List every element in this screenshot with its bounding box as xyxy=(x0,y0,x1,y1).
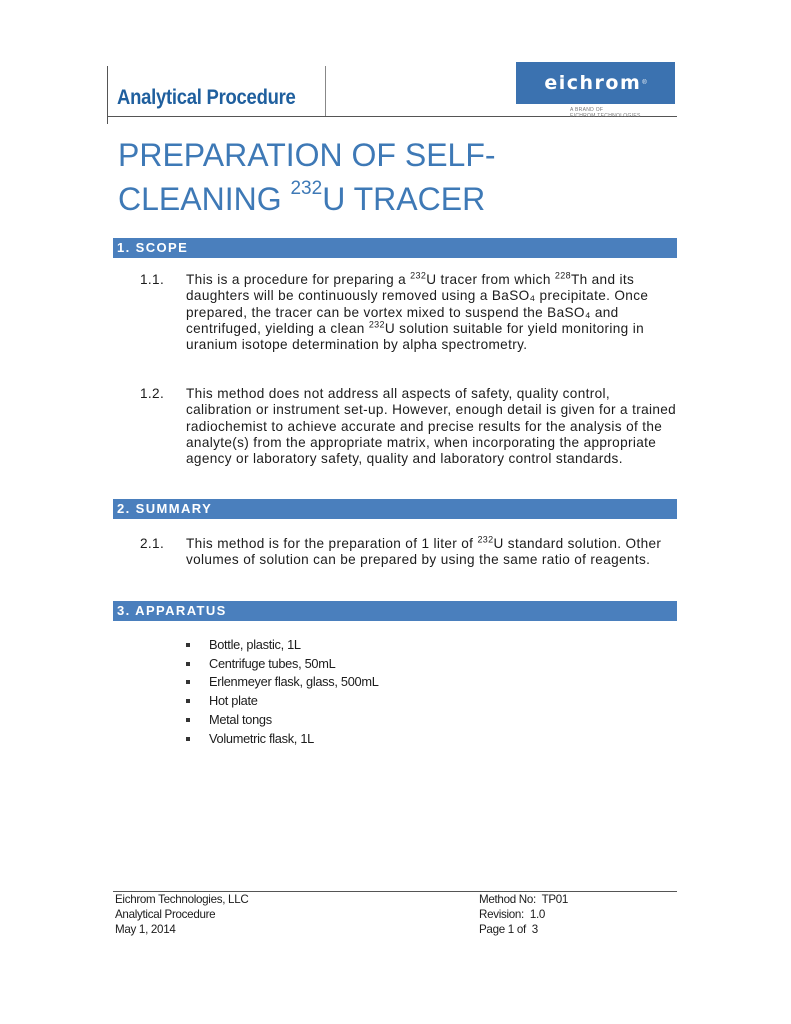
footer-method-no: Method No: TP01 xyxy=(479,893,569,906)
logo-registered-mark: ® xyxy=(642,80,647,86)
paragraph-text: This method is for the preparation of 1 liter of $^{232}$U standard solution. Other volumes of solution can be prepared by using the same ratio of reagents. xyxy=(186,534,662,568)
list-item: Volumetric flask, 1L xyxy=(184,730,379,749)
footer-date: May 1, 2014 xyxy=(115,922,176,936)
bullet-square-icon xyxy=(186,662,190,666)
paragraph-number: 1.1. xyxy=(140,272,165,287)
list-item: Hot plate xyxy=(184,692,379,711)
bullet-square-icon xyxy=(186,718,190,722)
paragraph-1-2 xyxy=(140,386,676,486)
paragraph-1-1 xyxy=(140,272,676,372)
list-item: Erlenmeyer flask, glass, 500mL xyxy=(184,673,379,692)
bullet-square-icon xyxy=(186,680,190,684)
paragraph-text: This method does not address all aspects of safety, quality control, calibration or instrument set-up. However, enough detail is given for a trained radiochemist to achieve accurate and precise results for the analysis of the analyte(s) from the appropriate matrix, when incorporating the appropriate agency or laboratory safety, quality and laboratory control standards. xyxy=(186,386,677,467)
bullet-square-icon xyxy=(186,737,190,741)
footer-right xyxy=(479,893,568,937)
footer-left xyxy=(115,893,248,937)
list-item: Metal tongs xyxy=(184,711,379,730)
footer-company: Eichrom Technologies, LLC xyxy=(115,893,249,906)
paragraph-text: This is a procedure for preparing a $^{232}$U tracer from which $^{228}$Th and its daughters will be continuously removed using a BaSO₄ precipitate. Once prepared, the tracer can be vortex mixed to suspend the BaSO₄ and centrifuged, yielding a clean $^{232}$U solution suitable for yield monitoring in uranium isotope determination by alpha spectrometry. xyxy=(186,270,649,353)
paragraph-number: 1.2. xyxy=(140,386,165,401)
footer-rule xyxy=(113,891,677,892)
footer-page-number: Page 1 of 3 xyxy=(479,922,538,936)
eichrom-logo xyxy=(516,62,675,104)
brand-tagline-2: EICHROM TECHNOLOGIES xyxy=(570,113,641,119)
brand-tagline-1: A BRAND OF xyxy=(570,107,604,113)
section-heading-scope: 1. SCOPE xyxy=(113,238,677,258)
header-divider xyxy=(325,66,326,116)
title-line-2: CLEANING $^{232}$U TRACER xyxy=(118,178,486,217)
apparatus-list xyxy=(184,636,379,748)
bullet-square-icon xyxy=(186,699,190,703)
list-item: Bottle, plastic, 1L xyxy=(184,636,379,655)
title-line-1: PREPARATION OF SELF- xyxy=(118,137,496,173)
bullet-square-icon xyxy=(186,643,190,647)
footer-doc-type: Analytical Procedure xyxy=(115,907,216,921)
footer-revision: Revision: 1.0 xyxy=(479,907,546,921)
paragraph-2-1 xyxy=(140,536,676,588)
logo-wordmark: eichrom xyxy=(544,72,642,94)
paragraph-number: 2.1. xyxy=(140,536,165,551)
list-item: Centrifuge tubes, 50mL xyxy=(184,655,379,674)
section-heading-summary: 2. SUMMARY xyxy=(113,499,677,519)
document-title xyxy=(118,133,496,221)
header-title: Analytical Procedure xyxy=(117,86,296,109)
section-heading-apparatus: 3. APPARATUS xyxy=(113,601,677,621)
title-isotope-superscript: 232 xyxy=(290,178,323,200)
